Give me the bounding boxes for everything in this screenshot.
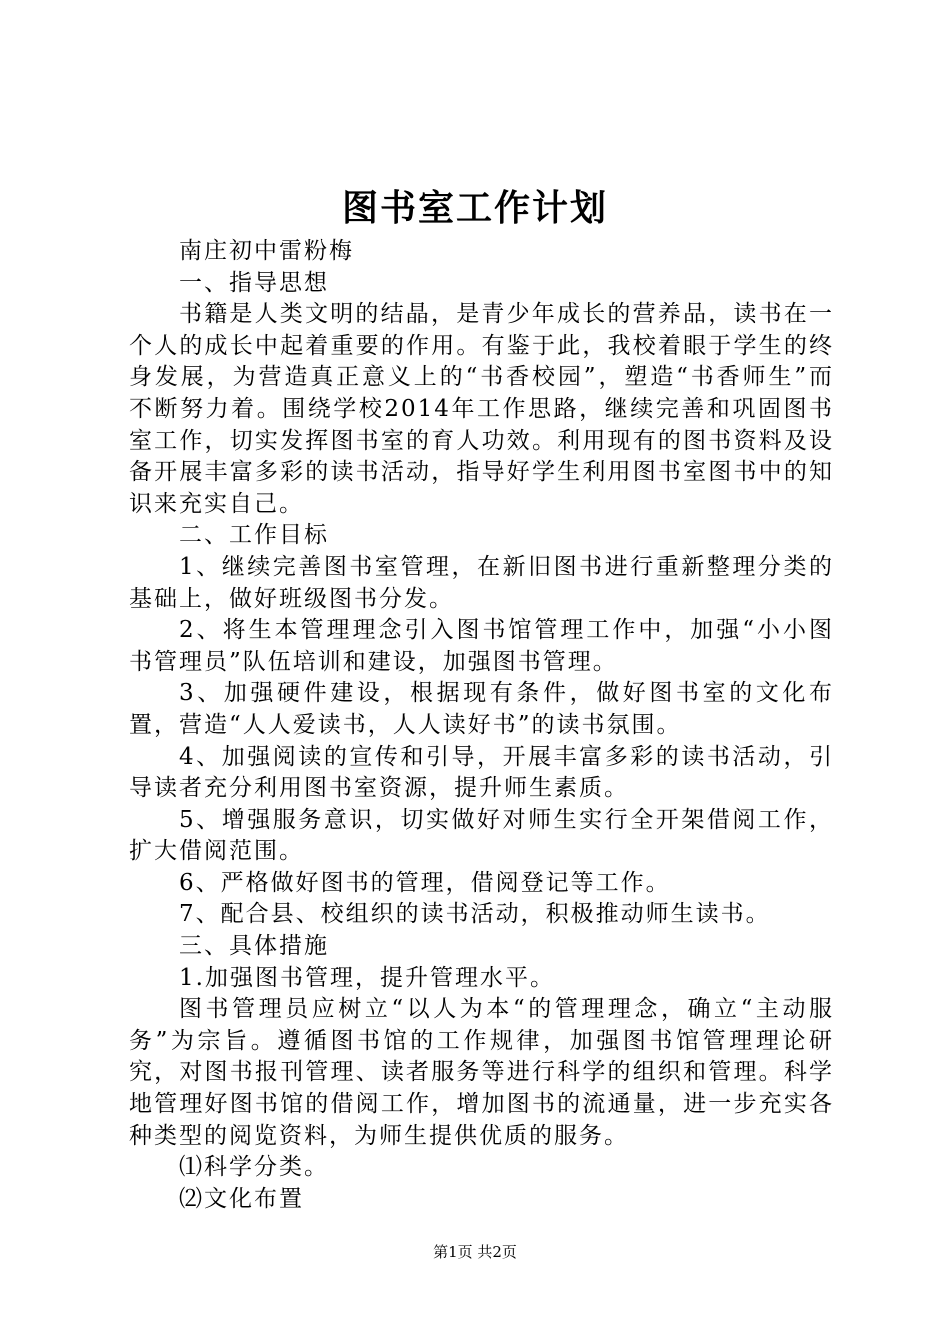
subsection-heading: 1.加强图书管理，提升管理水平。 — [179, 964, 555, 991]
paragraph: 图书管理员应树立“以人为本“的管理理念，确立“主动服务”为宗旨。遵循图书馆的工作规律，加强图书馆管理理论研究，对图书报刊管理、读者服务等进行科学的组织和管理。科学地管理好图书馆的借阅工作，增加图书的流通量，进一步充实各种类型的阅览资料，为师生提供优质的服务。 — [129, 996, 834, 1149]
paragraph: 书籍是人类文明的结晶，是青少年成长的营养品，读书在一个人的成长中起着重要的作用。有鉴于此，我校着眼于学生的终身发展，为营造真正意义上的“书香校园”，塑造“书香师生”而不断努力着。围绕学校2014年工作思路，继续完善和巩固图书室工作，切实发挥图书室的育人功效。利用现有的图书资料及设备开展丰富多彩的读书活动，指导好学生利用图书室图书中的知识来充实自己。 — [129, 301, 834, 517]
section-heading: 三、具体措施 — [179, 933, 329, 960]
list-item: 3、加强硬件建设，根据现有条件，做好图书室的文化布置，营造“人人爱读书，人人读好书”的读书氛围。 — [129, 680, 834, 738]
list-item: ⑵文化布置 — [179, 1185, 304, 1212]
document-body — [129, 236, 834, 1215]
list-item: 5、增强服务意识，切实做好对师生实行全开架借阅工作，扩大借阅范围。 — [129, 806, 834, 865]
section-heading: 一、指导思想 — [179, 269, 329, 296]
list-item: ⑴科学分类。 — [179, 1154, 329, 1181]
list-item: 7、配合县、校组织的读书活动，积极推动师生读书。 — [179, 901, 771, 928]
list-item: 4、加强阅读的宣传和引导，开展丰富多彩的读书活动，引导读者充分利用图书室资源，提升师生素质。 — [129, 743, 834, 802]
list-item: 6、严格做好图书的管理，借阅登记等工作。 — [179, 869, 671, 896]
page-footer: 第1页 共2页 — [433, 1243, 517, 1261]
document-title: 图书室工作计划 — [341, 187, 608, 229]
list-item: 2、将生本管理理念引入图书馆管理工作中，加强“小小图书管理员”队伍培训和建设，加强图书管理。 — [129, 617, 834, 675]
section-heading: 二、工作目标 — [179, 522, 329, 549]
author-line: 南庄初中雷粉梅 — [179, 238, 354, 264]
list-item: 1、继续完善图书室管理，在新旧图书进行重新整理分类的基础上，做好班级图书分发。 — [129, 553, 834, 612]
